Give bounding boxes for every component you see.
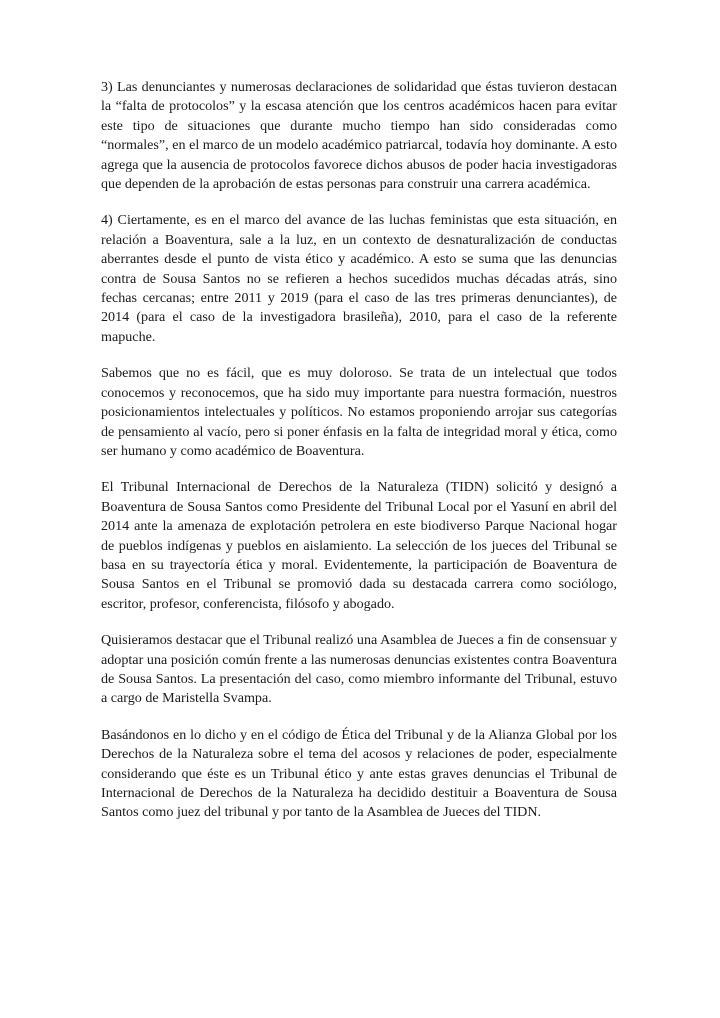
paragraph-luchas-feministas: 4) Ciertamente, es en el marco del avance de las luchas feministas que esta situación, en relación a Boaventura, sale a la luz, en un contexto de desnaturalización de conductas aberrantes desde el punto de vista ético y académico. A esto se suma que las denuncias contra de Sousa Santos no se refieren a hechos sucedidos muchas décadas atrás, sino fechas cercanas; entre 2011 y 2019 (para el caso de las tres primeras denunciantes), de 2014 (para el caso de la investigadora brasileña), 2010, para el caso de la referente mapuche. <box>101 212 617 345</box>
document-page <box>101 78 617 840</box>
paragraph-asamblea-jueces: Quisieramos destacar que el Tribunal realizó una Asamblea de Jueces a fin de consensuar y adoptar una posición común frente a las numerosas denuncias existentes contra Boaventura de Sousa Santos. La presentación del caso, como miembro informante del Tribunal, estuvo a cargo de Maristella Svampa. <box>101 632 617 707</box>
paragraph-tribunal-tidn: El Tribunal Internacional de Derechos de la Naturaleza (TIDN) solicitó y designó a Boaventura de Sousa Santos como Presidente del Tribunal Local por el Yasuní en abril del 2014 ante la amenaza de explotación petrolera en este biodiverso Parque Nacional hogar de pueblos indígenas y pueblos en aislamiento. La selección de los jueces del Tribunal se basa en su trayectoría ética y moral. Evidentemente, la participación de Boaventura de Sousa Santos en el Tribunal se promovió dada su destacada carrera como sociólogo, escritor, profesor, conferencista, filósofo y abogado. <box>101 479 617 612</box>
paragraph-protocolos: 3) Las denunciantes y numerosas declaraciones de solidaridad que éstas tuvieron destacan la “falta de protocolos” y la escasa atención que los centros académicos hacen para evitar este tipo de situaciones que durante mucho tiempo han sido consideradas como “normales”, en el marco de un modelo académico patriarcal, todavía hoy dominante. A esto agrega que la ausencia de protocolos favorece dichos abusos de poder hacia investigadoras que dependen de la aprobación de estas personas para construir una carrera académica. <box>101 79 617 193</box>
paragraph-decision: Basándonos en lo dicho y en el código de Ética del Tribunal y de la Alianza Global por los Derechos de la Naturaleza sobre el tema del acosos y relaciones de poder, especialmente considerando que éste es un Tribunal ético y ante estas graves denuncias el Tribunal de Internacional de Derechos de la Naturaleza ha decidido destituir a Boaventura de Sousa Santos como juez del tribunal y por tanto de la Asamblea de Jueces del TIDN. <box>101 726 617 821</box>
paragraph-sabemos: Sabemos que no es fácil, que es muy doloroso. Se trata de un intelectual que todos conocemos y reconocemos, que ha sido muy importante para nuestra formación, nuestros posicionamientos intelectuales y políticos. No estamos proponiendo arrojar sus categorías de pensamiento al vacío, pero si poner énfasis en la falta de integridad moral y ética, como ser humano y como académico de Boaventura. <box>101 365 617 459</box>
